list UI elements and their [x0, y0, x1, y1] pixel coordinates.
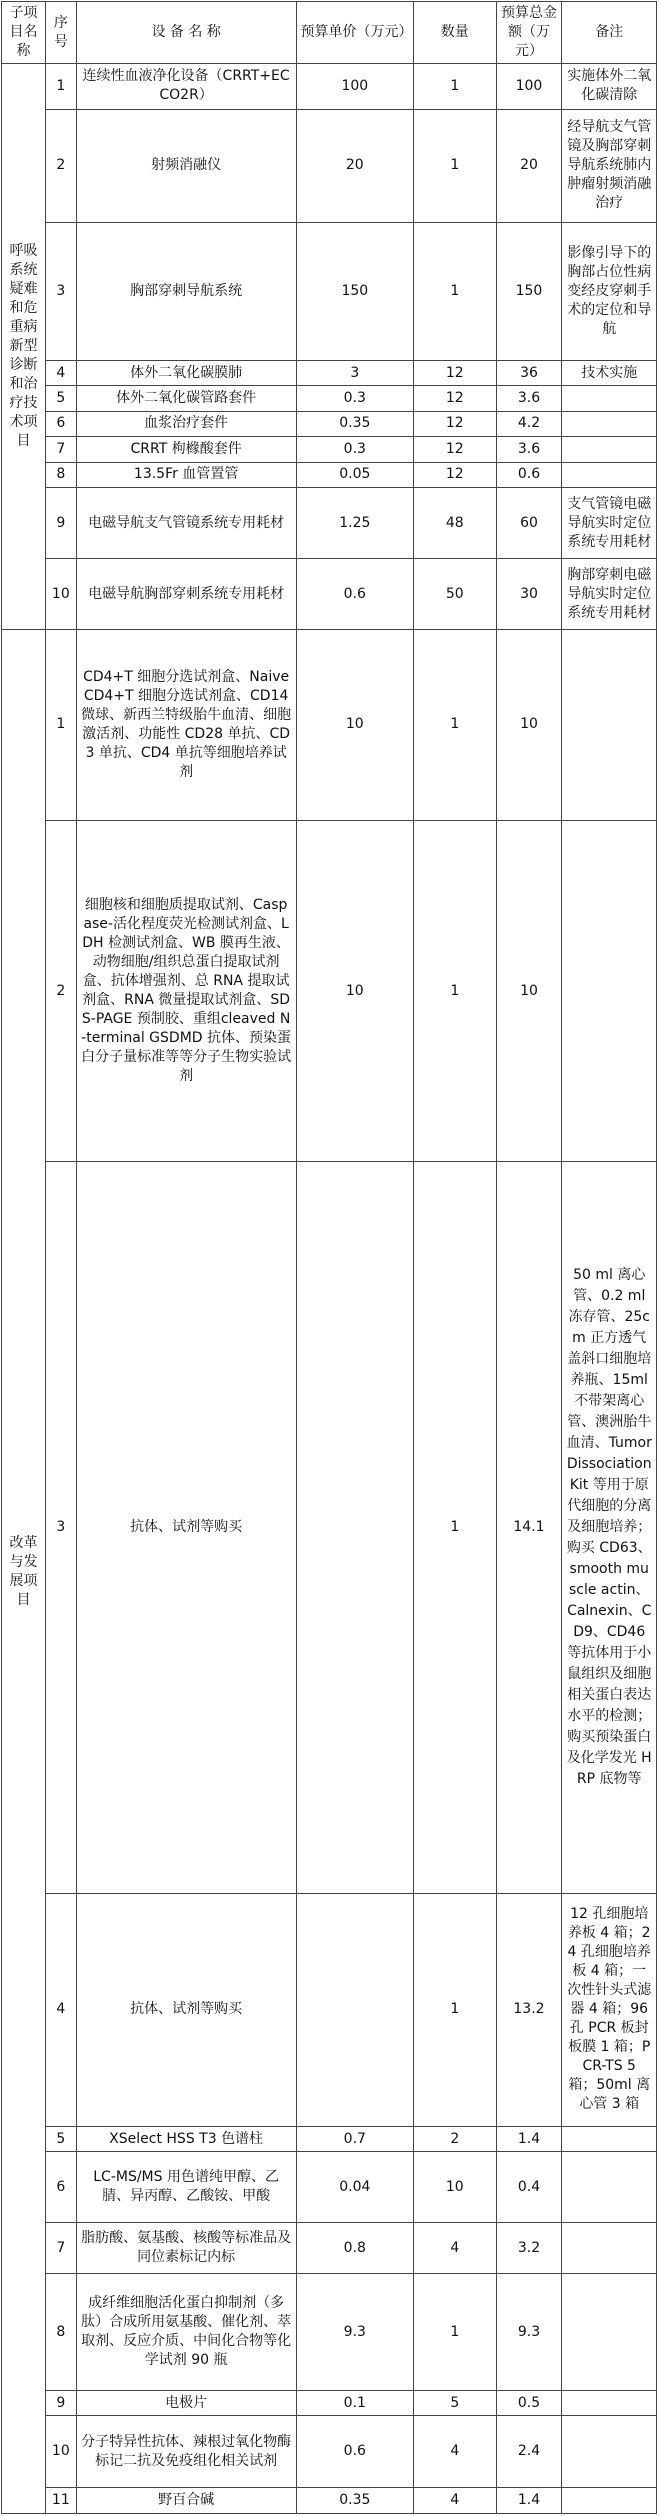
row-device-name: 脂肪酸、氨基酸、核酸等标准品及同位素标记内标 [76, 2223, 296, 2274]
row-total: 1.4 [496, 2126, 562, 2151]
row-total: 13.2 [496, 1893, 562, 2126]
row-unit-price: 10 [296, 820, 414, 1161]
row-note: 12 孔细胞培养板 4 箱；24 孔细胞培养板 4 箱；一次性针头式滤器 4 箱；96 孔 PCR 板封板膜 1 箱；PCR-TS 5 箱；50ml 离心管 3 箱 [562, 1893, 657, 2126]
row-note: 50 ml 离心管、0.2 ml 冻存管、25cm 正方透气盖斜口细胞培养瓶、15ml 不带架离心管、澳洲胎牛血清、Tumor Dissociation Kit 等用于原代细胞的分离及细胞培养；购买 CD63、smooth muscle actin、Calnexin、CD9、CD46 等抗体用于小鼠组织及细胞相关蛋白表达水平的检测；购买预染蛋白及化学发光 HRP 底物等 [562, 1162, 657, 1894]
row-note [562, 2152, 657, 2223]
row-unit-price: 9.3 [296, 2274, 414, 2391]
table-row [2, 1162, 657, 1894]
row-seq: 1 [45, 630, 76, 821]
row-unit-price: 0.6 [296, 559, 414, 630]
table-row [2, 64, 657, 110]
row-unit-price: 0.35 [296, 411, 414, 436]
row-device-name: 血浆治疗套件 [76, 411, 296, 436]
row-device-name: 细胞核和细胞质提取试剂、Caspase-活化程度荧光检测试剂盒、LDH 检测试剂盒、WB 膜再生液、动物细胞/组织总蛋白提取试剂盒、抗体增强剂、总 RNA 提取试剂盒、RNA 微量提取试剂盒、SDS-PAGE 预制胶、重组cleaved N-terminal GSDMD 抗体、预染蛋白分子量标准等等分子生物实验试剂 [76, 820, 296, 1161]
row-unit-price [296, 1893, 414, 2126]
row-qty: 1 [414, 223, 496, 361]
row-note [562, 2390, 657, 2415]
row-seq: 11 [45, 2488, 76, 2514]
row-seq: 2 [45, 820, 76, 1161]
header-subproject: 子项目名称 [2, 2, 46, 64]
header-seq: 序号 [45, 2, 76, 64]
row-note [562, 2416, 657, 2488]
row-total: 3.6 [496, 386, 562, 411]
row-seq: 4 [45, 360, 76, 385]
table-row [2, 559, 657, 630]
table-row [2, 223, 657, 361]
table-row [2, 2488, 657, 2514]
row-qty: 4 [414, 2223, 496, 2274]
subproject-name: 呼吸系统疑难和危重病新型诊断和治疗技术项目 [2, 64, 46, 630]
row-note: 经导航支气管镜及胸部穿刺导航系统肺内肿瘤射频消融治疗 [562, 109, 657, 222]
row-seq: 2 [45, 109, 76, 222]
row-qty: 4 [414, 2488, 496, 2514]
row-device-name: 野百合碱 [76, 2488, 296, 2514]
row-qty: 12 [414, 462, 496, 487]
row-qty: 12 [414, 360, 496, 385]
row-note [562, 411, 657, 436]
row-unit-price: 100 [296, 64, 414, 110]
table-row [2, 630, 657, 821]
row-unit-price: 0.1 [296, 2390, 414, 2415]
subproject-name: 改革与发展项目 [2, 630, 46, 2514]
row-device-name: CD4+T 细胞分选试剂盒、Naive CD4+T 细胞分选试剂盒、CD14 微球、新西兰特级胎牛血清、细胞激活剂、功能性 CD28 单抗、CD3 单抗、CD4 单抗等细胞培养试剂 [76, 630, 296, 821]
row-device-name: 13.5Fr 血管置管 [76, 462, 296, 487]
row-note [562, 630, 657, 821]
row-device-name: CRRT 枸橼酸套件 [76, 437, 296, 462]
row-seq: 10 [45, 2416, 76, 2488]
table-row [2, 437, 657, 462]
row-qty: 1 [414, 1893, 496, 2126]
row-qty: 1 [414, 1162, 496, 1894]
row-device-name: 分子特异性抗体、辣根过氧化物酶标记二抗及免疫组化相关试剂 [76, 2416, 296, 2488]
table-row [2, 109, 657, 222]
row-seq: 7 [45, 2223, 76, 2274]
row-qty: 1 [414, 630, 496, 821]
row-note: 实施体外二氧化碳清除 [562, 64, 657, 110]
row-note: 胸部穿刺电磁导航实时定位系统专用耗材 [562, 559, 657, 630]
row-unit-price: 0.7 [296, 2126, 414, 2151]
row-note: 技术实施 [562, 360, 657, 385]
table-row [2, 2274, 657, 2391]
row-note [562, 2274, 657, 2391]
table-header-row [2, 2, 657, 64]
row-qty: 1 [414, 109, 496, 222]
row-note [562, 437, 657, 462]
row-device-name: XSelect HSS T3 色谱柱 [76, 2126, 296, 2151]
row-unit-price: 0.3 [296, 437, 414, 462]
row-device-name: LC-MS/MS 用色谱纯甲醇、乙腈、异丙醇、乙酸铵、甲酸 [76, 2152, 296, 2223]
row-seq: 9 [45, 2390, 76, 2415]
header-total: 预算总金额（万元） [496, 2, 562, 64]
row-qty: 48 [414, 488, 496, 559]
row-seq: 1 [45, 64, 76, 110]
row-unit-price: 3 [296, 360, 414, 385]
row-total: 36 [496, 360, 562, 385]
table-row [2, 820, 657, 1161]
row-total: 0.4 [496, 2152, 562, 2223]
row-total: 20 [496, 109, 562, 222]
row-qty: 5 [414, 2390, 496, 2415]
row-unit-price: 0.8 [296, 2223, 414, 2274]
row-total: 0.6 [496, 462, 562, 487]
row-total: 1.4 [496, 2488, 562, 2514]
row-unit-price: 0.35 [296, 2488, 414, 2514]
row-note [562, 820, 657, 1161]
row-seq: 10 [45, 559, 76, 630]
row-device-name: 抗体、试剂等购买 [76, 1893, 296, 2126]
row-note [562, 2126, 657, 2151]
row-device-name: 连续性血液净化设备（CRRT+ECCO2R） [76, 64, 296, 110]
budget-table [1, 1, 657, 2514]
row-total: 10 [496, 630, 562, 821]
row-device-name: 胸部穿刺导航系统 [76, 223, 296, 361]
row-seq: 8 [45, 2274, 76, 2391]
row-note: 支气管镜电磁导航实时定位系统专用耗材 [562, 488, 657, 559]
row-qty: 1 [414, 820, 496, 1161]
header-unit-price: 预算单价（万元） [296, 2, 414, 64]
row-device-name: 抗体、试剂等购买 [76, 1162, 296, 1894]
row-total: 10 [496, 820, 562, 1161]
row-note [562, 462, 657, 487]
row-device-name: 电磁导航胸部穿刺系统专用耗材 [76, 559, 296, 630]
table-row [2, 386, 657, 411]
row-unit-price: 150 [296, 223, 414, 361]
table-row [2, 2223, 657, 2274]
table-row [2, 360, 657, 385]
row-seq: 3 [45, 1162, 76, 1894]
table-row [2, 1893, 657, 2126]
row-unit-price: 0.04 [296, 2152, 414, 2223]
row-unit-price: 0.05 [296, 462, 414, 487]
table-row [2, 2126, 657, 2151]
row-seq: 3 [45, 223, 76, 361]
row-unit-price: 20 [296, 109, 414, 222]
header-device: 设 备 名 称 [76, 2, 296, 64]
table-row [2, 411, 657, 436]
row-device-name: 电磁导航支气管镜系统专用耗材 [76, 488, 296, 559]
row-device-name: 体外二氧化碳管路套件 [76, 386, 296, 411]
row-seq: 8 [45, 462, 76, 487]
row-total: 100 [496, 64, 562, 110]
table-row [2, 2390, 657, 2415]
row-seq: 5 [45, 386, 76, 411]
row-unit-price: 1.25 [296, 488, 414, 559]
table-row [2, 462, 657, 487]
row-qty: 4 [414, 2416, 496, 2488]
row-qty: 1 [414, 2274, 496, 2391]
row-total: 14.1 [496, 1162, 562, 1894]
row-seq: 5 [45, 2126, 76, 2151]
row-seq: 6 [45, 2152, 76, 2223]
row-seq: 4 [45, 1893, 76, 2126]
row-total: 60 [496, 488, 562, 559]
row-total: 3.2 [496, 2223, 562, 2274]
row-device-name: 成纤维细胞活化蛋白抑制剂（多肽）合成所用氨基酸、催化剂、萃取剂、反应介质、中间化合物等化学试剂 90 瓶 [76, 2274, 296, 2391]
row-total: 2.4 [496, 2416, 562, 2488]
row-total: 3.6 [496, 437, 562, 462]
row-total: 150 [496, 223, 562, 361]
row-qty: 10 [414, 2152, 496, 2223]
row-seq: 7 [45, 437, 76, 462]
row-unit-price: 10 [296, 630, 414, 821]
table-row [2, 488, 657, 559]
row-total: 9.3 [496, 2274, 562, 2391]
row-total: 0.5 [496, 2390, 562, 2415]
row-device-name: 射频消融仪 [76, 109, 296, 222]
row-qty: 12 [414, 437, 496, 462]
row-total: 30 [496, 559, 562, 630]
header-qty: 数量 [414, 2, 496, 64]
row-note [562, 386, 657, 411]
table-row [2, 2152, 657, 2223]
row-seq: 9 [45, 488, 76, 559]
row-note [562, 2223, 657, 2274]
table-row [2, 2416, 657, 2488]
row-qty: 12 [414, 411, 496, 436]
row-device-name: 体外二氧化碳膜肺 [76, 360, 296, 385]
row-qty: 1 [414, 64, 496, 110]
header-note: 备注 [562, 2, 657, 64]
row-device-name: 电极片 [76, 2390, 296, 2415]
row-qty: 50 [414, 559, 496, 630]
row-note [562, 2488, 657, 2514]
row-qty: 2 [414, 2126, 496, 2151]
row-seq: 6 [45, 411, 76, 436]
row-unit-price [296, 1162, 414, 1894]
row-unit-price: 0.3 [296, 386, 414, 411]
row-qty: 12 [414, 386, 496, 411]
row-note: 影像引导下的胸部占位性病变经皮穿刺手术的定位和导航 [562, 223, 657, 361]
row-total: 4.2 [496, 411, 562, 436]
row-unit-price: 0.6 [296, 2416, 414, 2488]
